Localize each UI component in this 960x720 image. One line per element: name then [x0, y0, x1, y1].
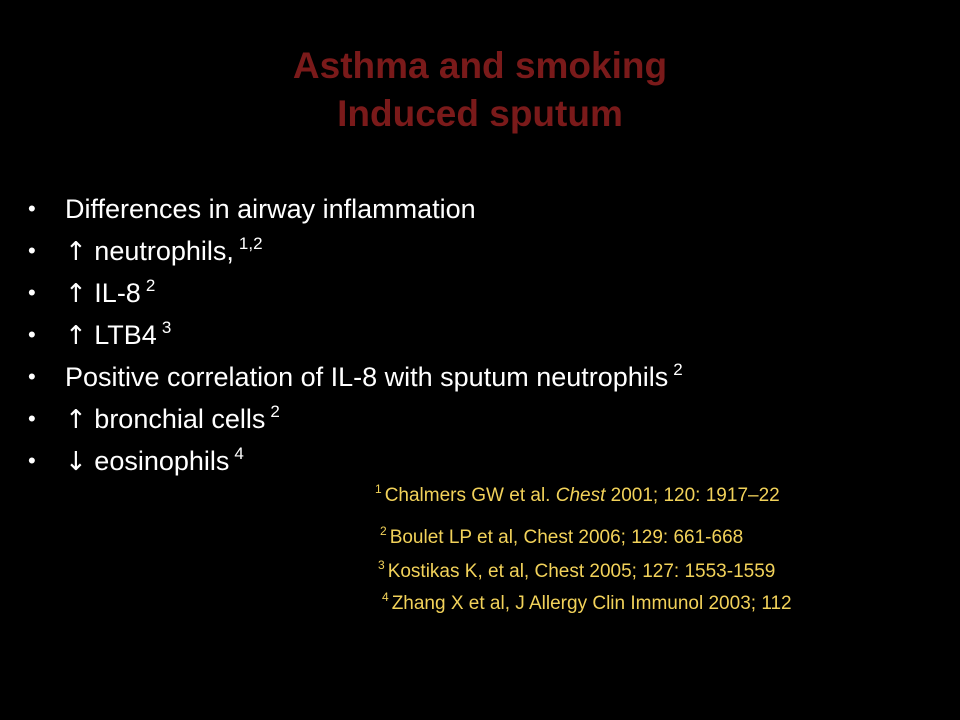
reference-number: 1: [375, 482, 382, 496]
reference-text: Boulet LP et al, Chest 2006; 129: 661-668: [389, 527, 744, 548]
bullet-text: bronchial cells: [86, 404, 266, 434]
title-line-2: Induced sputum: [337, 93, 623, 134]
bullet-text: IL-8: [86, 278, 141, 308]
up-arrow-icon: ↑: [65, 237, 87, 267]
reference-number: 3: [378, 558, 385, 572]
down-arrow-icon: ↓: [65, 447, 87, 477]
reference-item: [375, 484, 780, 509]
citation-superscript: 4: [234, 444, 244, 463]
reference-text: Chalmers GW et al.: [384, 485, 556, 506]
citation-superscript: 2: [145, 276, 156, 295]
reference-item: [380, 526, 743, 551]
reference-text: Kostikas K, et al, Chest 2005; 127: 1553-1559: [387, 561, 776, 582]
title-line-1: Asthma and smoking: [292, 45, 668, 86]
bullet-marker: •: [28, 196, 36, 221]
citation-superscript: 2: [673, 360, 683, 379]
reference-number: 4: [382, 590, 389, 604]
up-arrow-icon: ↑: [65, 405, 87, 435]
bullet-marker: •: [28, 238, 36, 263]
bullet-marker: •: [28, 322, 36, 347]
citation-superscript: 2: [270, 402, 280, 421]
up-arrow-icon: ↑: [65, 279, 87, 309]
bullet-text: eosinophils: [86, 446, 230, 476]
bullet-marker: •: [28, 448, 36, 473]
reference-number: 2: [380, 524, 387, 538]
reference-item: [378, 560, 775, 585]
reference-journal: Chest: [555, 485, 606, 506]
citation-superscript: 3: [161, 318, 172, 337]
bullet-marker: •: [28, 364, 36, 389]
bullet-text: Positive correlation of IL-8 with sputum neutrophils: [65, 362, 669, 392]
reference-text-tail: 2001; 120: 1917–22: [605, 485, 780, 506]
citation-superscript: 1,2: [238, 234, 263, 253]
bullet-text: Differences in airway inflammation: [65, 194, 476, 224]
reference-item: [382, 592, 792, 617]
bullet-text: LTB4: [86, 320, 157, 350]
bullet-text: neutrophils,: [86, 236, 234, 266]
reference-text: Zhang X et al, J Allergy Clin Immunol 2003; 112: [391, 593, 792, 614]
bullet-marker: •: [28, 406, 36, 431]
up-arrow-icon: ↑: [65, 321, 87, 351]
bullet-marker: •: [28, 280, 36, 305]
